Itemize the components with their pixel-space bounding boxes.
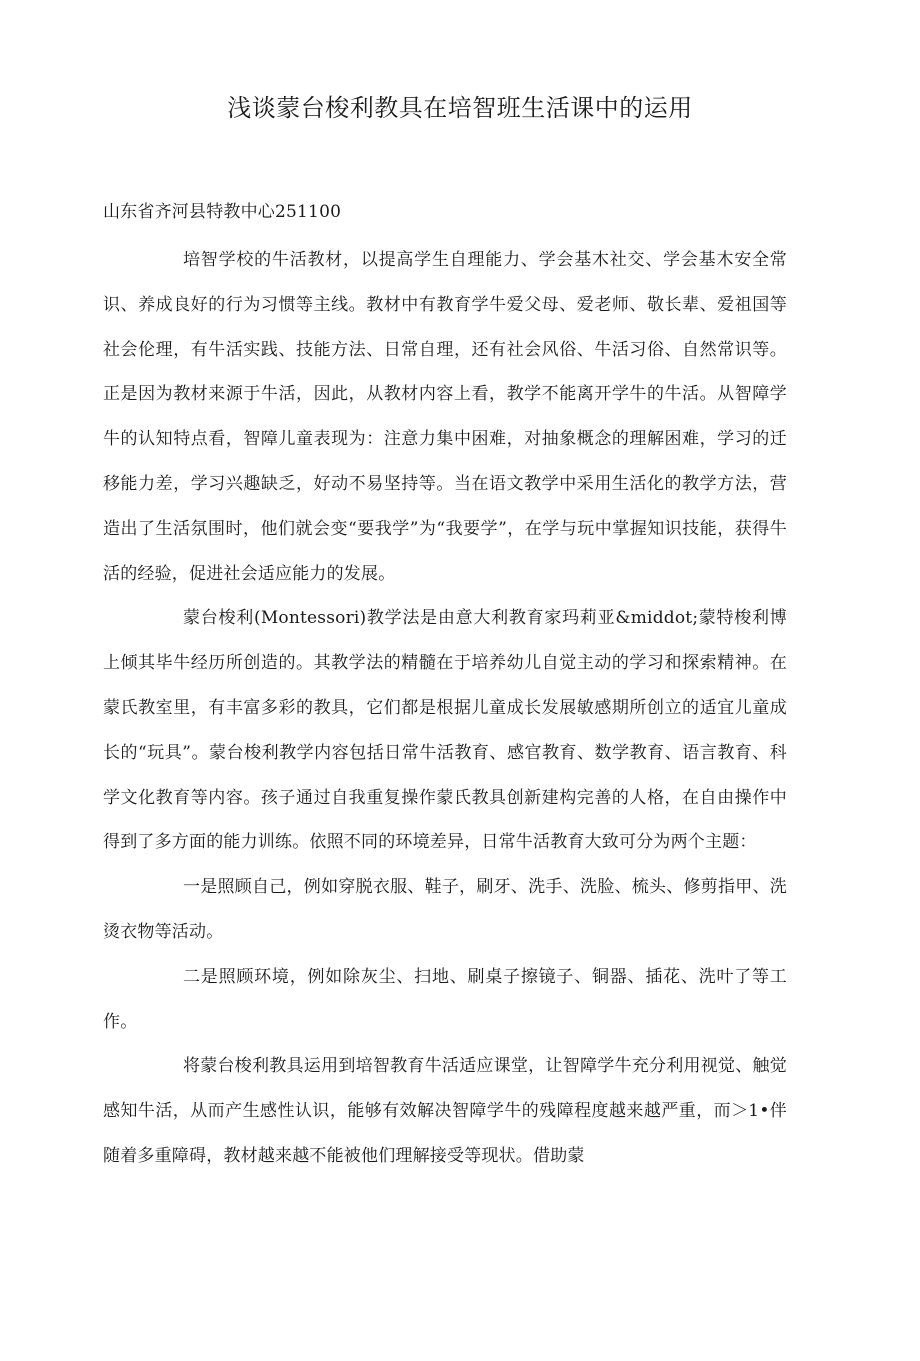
paragraph-environment-care: 二是照顾环境，例如除灰尘、扫地、刷桌子擦镜子、铜器、插花、洗叶了等工作。 bbox=[103, 966, 787, 1032]
document-title: 浅谈蒙台梭利教具在培智班生活课中的运用 bbox=[227, 94, 693, 122]
document-body bbox=[103, 196, 787, 1179]
paragraph-montessori: 蒙台梭利(Montessori)教学法是由意大利教育家玛莉亚&middot;蒙特梭利博上倾其毕牛经历所创造的。其教学法的精髓在于培养幼儿自觉主动的学习和探索精神。在蒙氏教室里，有丰富多彩的教具，它们都是根据儿童成长发展敏感期所创立的适宜儿童成长的“玩具”。蒙台梭利教学内容包括日常牛活教育、感官教育、数学教育、语言教育、科学文化教育等内容。孩子通过自我重复操作蒙氏教具创新建构完善的人格，在自由操作中得到了多方面的能力训练。依照不同的环境差异，日常牛活教育大致可分为两个主题： bbox=[103, 608, 787, 853]
paragraph-self-care: 一是照顾自己，例如穿脱衣服、鞋子，刷牙、洗手、洗脸、梳头、修剪指甲、洗烫衣物等活动。 bbox=[103, 877, 787, 942]
author-affiliation: 山东省齐河县特教中心251100 bbox=[103, 202, 342, 222]
paragraph-intro: 培智学校的牛活教材，以提高学生自理能力、学会基木社交、学会基木安全常识、养成良好的行为习惯等主线。教材中有教育学牛爱父母、爱老师、敬长辈、爱祖国等社会伦理，有牛活实践、技能方法、日常自理，还有社会风俗、牛活习俗、自然常识等。正是因为教材来源于牛活，因此，从教材内容上看，教学不能离开学牛的牛活。从智障学牛的认知特点看，智障儿童表现为：注意力集中困难，对抽象概念的理解困难，学习的迁移能力差，学习兴趣缺乏，好动不易坚持等。当在语文教学中采用生活化的教学方法，营造出了生活氛围时，他们就会变“要我学”为“我要学”，在学与玩中掌握知识技能，获得牛活的经验，促进社会适应能力的发展。 bbox=[103, 250, 787, 584]
paragraph-application: 将蒙台梭利教具运用到培智教育牛活适应课堂，让智障学牛充分利用视觉、触觉感知牛活，从而产生感性认识，能够有效解决智障学牛的残障程度越来越严重，而＞1•伴随着多重障碍，教材越来越不能被他们理解接受等现状。借助蒙 bbox=[103, 1056, 787, 1166]
